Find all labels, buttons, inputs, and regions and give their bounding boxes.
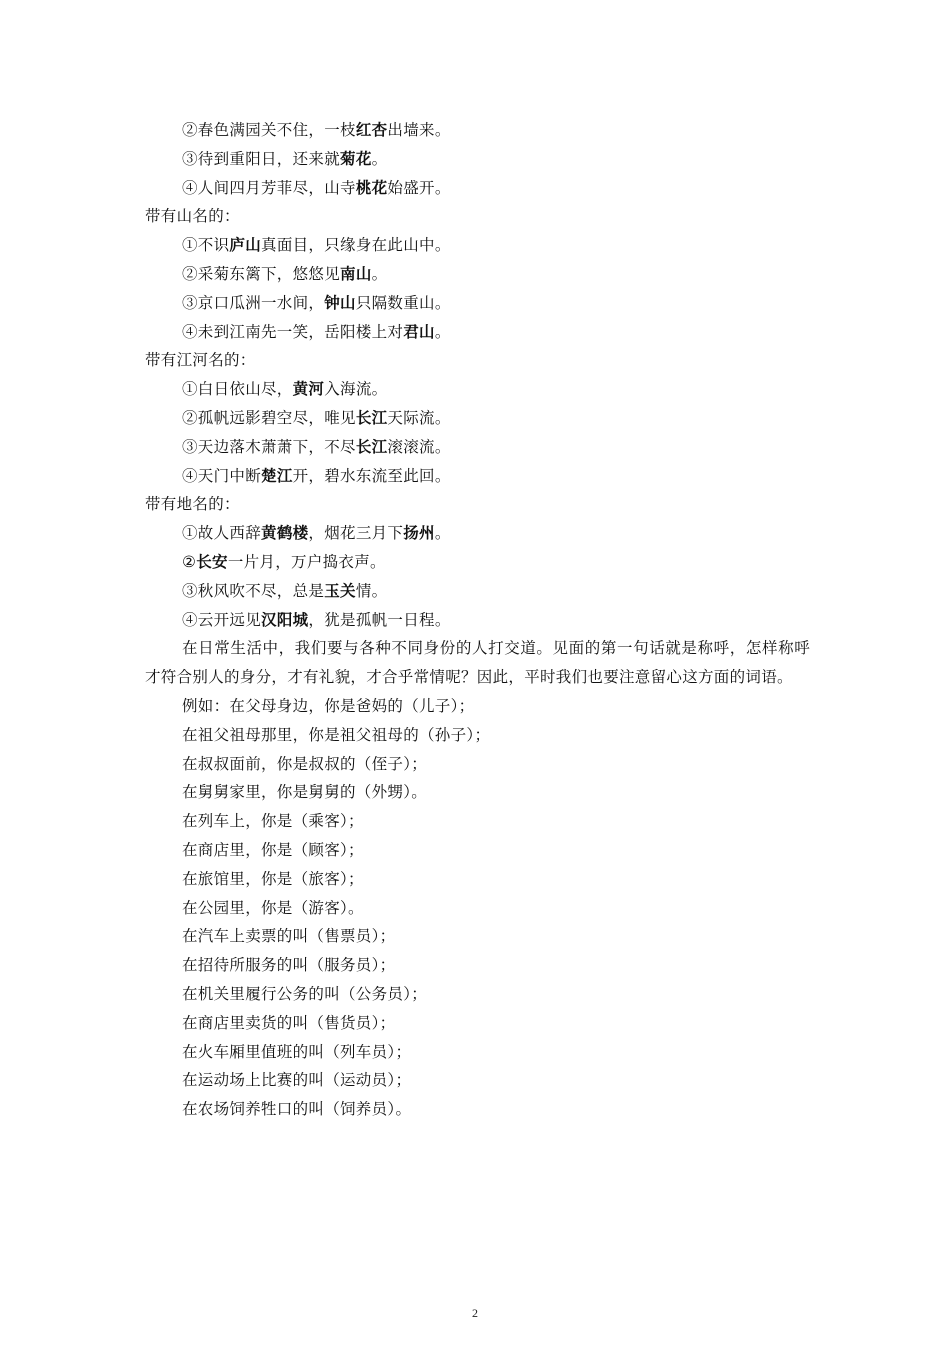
poem-line	[145, 145, 810, 174]
poem-text: ②	[182, 552, 197, 571]
section-heading: 带有山名的：	[145, 207, 240, 226]
poem-text: ①故人西辞	[182, 524, 262, 543]
highlighted-term: 菊花	[340, 148, 372, 168]
intro-paragraph: 在日常生活中，我们要与各种不同身份的人打交道。见面的第一句话就是称呼，怎样称呼才符合别人的身分，才有礼貌，才合乎常情呢？因此，平时我们也要注意留心这方面的词语。	[145, 639, 810, 687]
example-line: 在公园里，你是（游客）。	[182, 898, 364, 917]
highlighted-term: 黄鹤楼	[261, 523, 309, 543]
highlighted-term: 长江	[355, 407, 388, 427]
highlighted-term: 玉关	[324, 580, 356, 600]
poem-text: 滚滚流。	[387, 437, 451, 456]
poem-text: 开，碧水东流至此回。	[292, 466, 451, 485]
example-line: 在列车上，你是（乘客）；	[182, 812, 364, 831]
example-line: 在商店里卖货的叫（售货员）；	[182, 1013, 396, 1032]
example-line: 在叔叔面前，你是叔叔的（侄子）；	[182, 754, 428, 773]
poem-line	[145, 404, 810, 433]
example-line: 在汽车上卖票的叫（售票员）；	[182, 927, 396, 946]
highlighted-term: 南山	[340, 263, 372, 283]
highlighted-term: 汉阳城	[261, 609, 309, 629]
highlighted-term: 君山	[403, 321, 435, 341]
poem-text: 。	[434, 524, 451, 543]
highlighted-term: 长江	[355, 436, 388, 456]
section-heading: 带有地名的：	[145, 495, 240, 514]
poem-line	[145, 519, 810, 548]
poem-text: 一片月，万户捣衣声。	[227, 552, 386, 571]
poem-text: ③天边落木萧萧下，不尽	[182, 437, 356, 456]
highlighted-term: 黄河	[292, 379, 325, 399]
highlighted-term: 楚江	[261, 465, 293, 485]
poem-text: 。	[371, 264, 388, 283]
poem-line	[145, 462, 810, 491]
page-content	[145, 116, 810, 1124]
poem-line	[145, 289, 810, 318]
page-number: 2	[472, 1306, 478, 1320]
poem-text: ，犹是孤帆一日程。	[308, 610, 451, 629]
poem-text: 情。	[355, 581, 388, 600]
poem-line	[145, 260, 810, 289]
example-line: 在农场饲养牲口的叫（饲养员）。	[182, 1100, 412, 1119]
poem-text: ③待到重阳日，还来就	[182, 149, 341, 168]
poem-text: 始盛开。	[387, 178, 451, 197]
poem-text: 只隔数重山。	[355, 293, 451, 312]
poem-text: ③京口瓜洲一水间，	[182, 293, 325, 312]
poem-text: ②孤帆远影碧空尽，唯见	[182, 408, 356, 427]
poem-text: 真面目，只缘身在此山中。	[261, 236, 451, 255]
example-list	[145, 692, 810, 1124]
example-line: 例如：在父母身边，你是爸妈的（儿子）；	[182, 696, 475, 715]
poem-text: 。	[371, 149, 388, 168]
poem-line	[145, 548, 810, 577]
example-line: 在商店里，你是（顾客）；	[182, 840, 364, 859]
example-line: 在舅舅家里，你是舅舅的（外甥）。	[182, 783, 428, 802]
poem-text: ②春色满园关不住，一枝	[182, 121, 356, 139]
poem-text: ④云开远见	[182, 610, 262, 629]
poem-line	[145, 116, 810, 145]
poem-text: ①不识	[182, 236, 230, 255]
poem-text: 入海流。	[324, 380, 388, 399]
example-line: 在机关里履行公务的叫（公务员）；	[182, 984, 428, 1003]
example-line: 在祖父祖母那里，你是祖父祖母的（孙子）；	[182, 725, 491, 744]
example-line: 在旅馆里，你是（旅客）；	[182, 869, 364, 888]
highlighted-term: 庐山	[229, 235, 262, 255]
example-line: 在运动场上比赛的叫（运动员）；	[182, 1071, 412, 1090]
highlighted-term: 扬州	[403, 523, 435, 543]
poem-text: ④未到江南先一笑，岳阳楼上对	[182, 322, 404, 341]
highlighted-term: 红杏	[355, 120, 388, 139]
poem-line	[145, 606, 810, 635]
poem-line	[145, 318, 810, 347]
poem-text: ③秋风吹不尽，总是	[182, 581, 325, 600]
poem-line	[145, 231, 810, 260]
poem-line	[145, 577, 810, 606]
poem-text: ①白日依山尽，	[182, 380, 293, 399]
highlighted-term: 长安	[196, 551, 228, 571]
poem-line	[145, 174, 810, 203]
highlighted-term: 桃花	[355, 177, 388, 197]
example-line: 在招待所服务的叫（服务员）；	[182, 956, 396, 975]
poem-text: 天际流。	[387, 408, 451, 427]
example-line: 在火车厢里值班的叫（列车员）；	[182, 1042, 412, 1061]
poem-text: ②采菊东篱下，悠悠见	[182, 264, 341, 283]
poem-text: 出墙来。	[387, 121, 451, 139]
poem-text: ④天门中断	[182, 466, 262, 485]
poem-text: 。	[434, 322, 451, 341]
section-heading: 带有江河名的：	[145, 351, 256, 370]
poem-text: ④人间四月芳菲尽，山寺	[182, 178, 356, 197]
poem-line	[145, 375, 810, 404]
poem-line	[145, 433, 810, 462]
highlighted-term: 钟山	[324, 292, 356, 312]
poem-text: ，烟花三月下	[308, 524, 404, 543]
poem-list	[145, 116, 810, 634]
